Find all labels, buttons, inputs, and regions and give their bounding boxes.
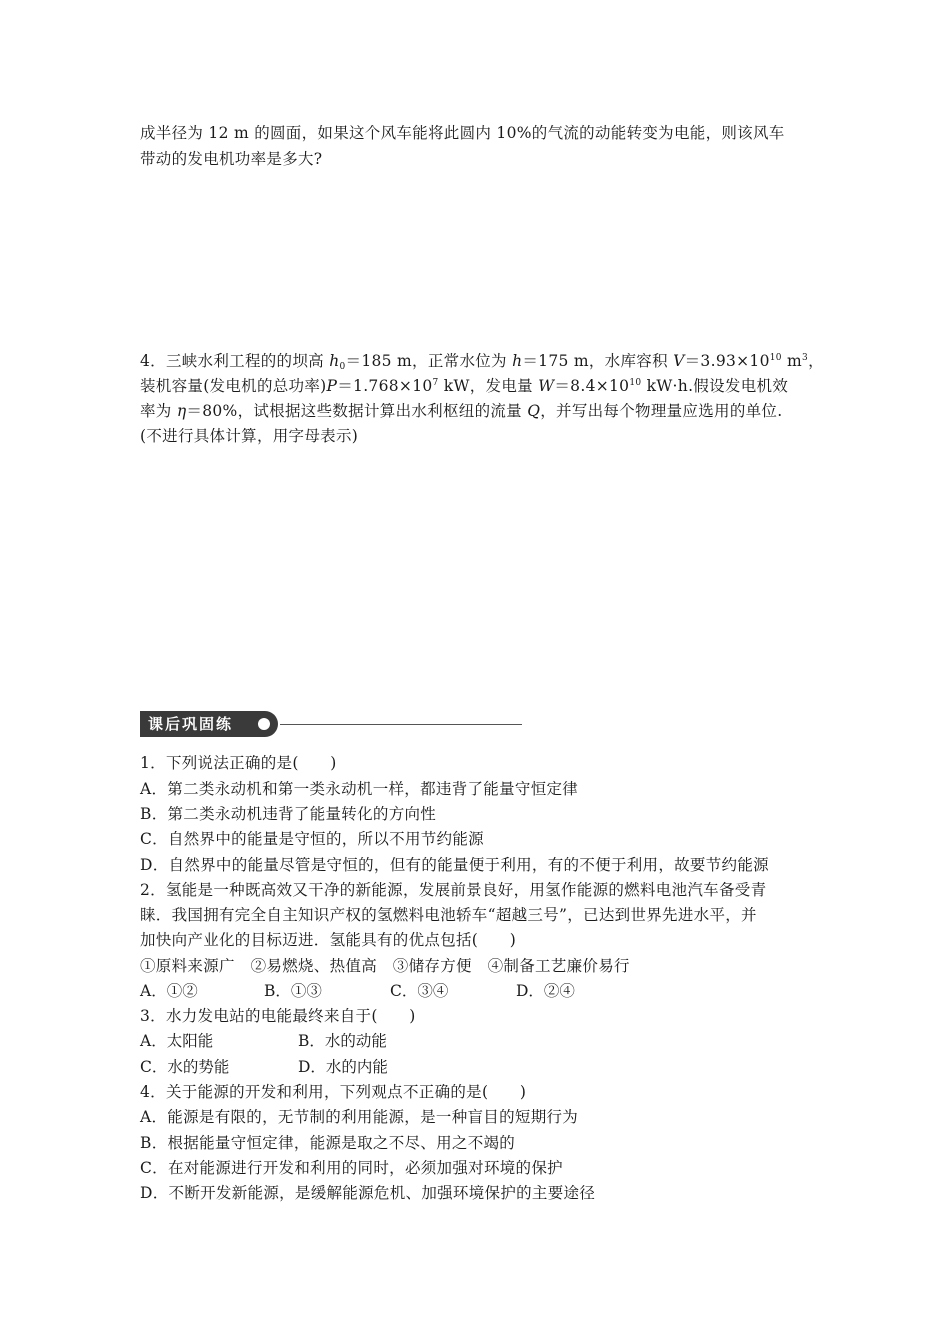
q2-stem-line-1: 2．氢能是一种既高效又干净的新能源，发展前景良好，用氢作能源的燃料电池汽车备受青: [140, 881, 767, 899]
q3-option-a: A．太阳能: [140, 1032, 214, 1050]
q1-option-a: A．第二类永动机和第一类永动机一样，都违背了能量守恒定律: [140, 780, 579, 798]
q4-option-d: D．不断开发新能源，是缓解能源危机、加强环境保护的主要途径: [140, 1184, 596, 1202]
q2-stem-line-3: 加快向产业化的目标迈进．氢能具有的优点包括( ): [140, 931, 517, 949]
problem4-line-3: 率为 η＝80%，试根据这些数据计算出水利枢纽的流量 Q，并写出每个物理量应选用的单位.: [140, 402, 783, 420]
problem3-line-1: 成半径为 12 m 的圆面，如果这个风车能将此圆内 10%的气流的动能转变为电能，则该风车: [140, 124, 785, 142]
q1-option-b: B．第二类永动机违背了能量转化的方向性: [140, 805, 437, 823]
problem4-line-4: (不进行具体计算，用字母表示): [140, 427, 359, 445]
q1-stem: 1．下列说法正确的是( ): [140, 754, 337, 772]
q2-option-d: D．②④: [516, 982, 575, 1000]
problem4-line-1: 4．三峡水利工程的的坝高 $h_0=185$ m，正常水位为 h＝175 m，水库容积 $V=3.93\times 10^{10}$ $m^3$，: [140, 352, 824, 372]
q4-option-c: C．在对能源进行开发和利用的同时，必须加强对环境的保护: [140, 1159, 563, 1177]
q2-option-c: C．③④: [390, 982, 449, 1000]
problem3-line-2: 带动的发电机功率是多大?: [140, 150, 323, 168]
q4-option-a: A．能源是有限的，无节制的利用能源，是一种盲目的短期行为: [140, 1108, 579, 1126]
problem4-line-2: 装机容量(发电机的总功率)$P=1.768\times 10^7$ kW，发电量 $W=8.4\times 10^{10}$ kW·h.假设发电机效: [140, 377, 789, 395]
section-title: 课后巩固练: [140, 711, 278, 737]
q2-option-a: A．①②: [140, 982, 198, 1000]
q4-stem: 4．关于能源的开发和利用，下列观点不正确的是( ): [140, 1083, 527, 1101]
section-divider: [280, 724, 522, 725]
q3-option-c: C．水的势能: [140, 1058, 230, 1076]
section-header: [140, 711, 525, 737]
q2-stem-line-2: 睐．我国拥有完全自主知识产权的氢燃料电池轿车“超越三号”，已达到世界先进水平，并: [140, 906, 757, 924]
q2-option-b: B．①③: [264, 982, 322, 1000]
q3-option-d: D．水的内能: [298, 1058, 388, 1076]
q3-option-b: B．水的动能: [298, 1032, 387, 1050]
q2-items: ①原料来源广 ②易燃烧、热值高 ③储存方便 ④制备工艺廉价易行: [140, 957, 630, 975]
q1-option-c: C．自然界中的能量是守恒的，所以不用节约能源: [140, 830, 484, 848]
bullet-dot-icon: [258, 718, 270, 730]
q1-option-d: D．自然界中的能量尽管是守恒的，但有的能量便于利用，有的不便于利用，故要节约能源: [140, 856, 769, 874]
q3-stem: 3．水力发电站的电能最终来自于( ): [140, 1007, 416, 1025]
q4-option-b: B．根据能量守恒定律，能源是取之不尽、用之不竭的: [140, 1134, 516, 1152]
